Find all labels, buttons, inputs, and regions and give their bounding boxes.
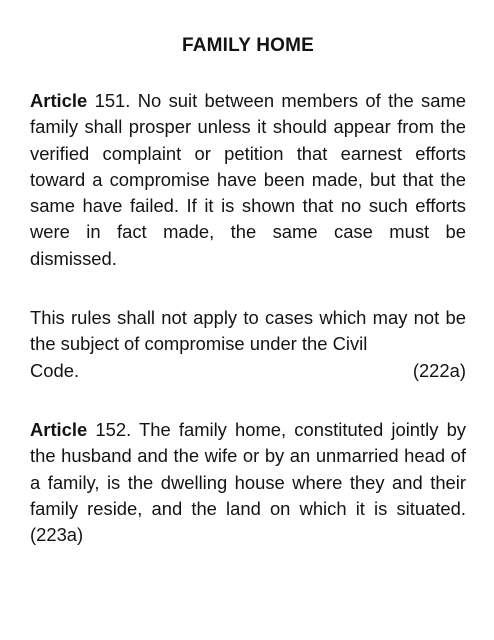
compromise-exception-last-word: Code. (30, 359, 80, 381)
article-152-text: 152. The family home, constituted jointly by the husband and the wife or by an unmarried head of a family, is the dwelling house where they and their family reside, and the land on which it is situated. (223a) (30, 418, 466, 546)
article-151-text: 151. No suit between members of the same family shall prosper unless it should appear from the verified complaint or petition that earnest efforts toward a compromise have been made, but that the same have failed. If it is shown that no such efforts were in fact made, the same case must be dismissed. (30, 90, 466, 269)
compromise-exception-text: This rules shall not apply to cases which may not be the subject of compromise under the Civil (30, 307, 466, 355)
article-152-paragraph (30, 417, 466, 548)
article-152-label: Article (30, 418, 88, 440)
document-page (30, 34, 466, 581)
source-reference-222a: (222a) (412, 359, 466, 381)
compromise-exception-last-line (30, 358, 466, 384)
article-151-paragraph (30, 88, 466, 272)
compromise-exception-paragraph (30, 305, 466, 384)
document-title: FAMILY HOME (181, 35, 315, 56)
article-151-label: Article (30, 90, 88, 111)
